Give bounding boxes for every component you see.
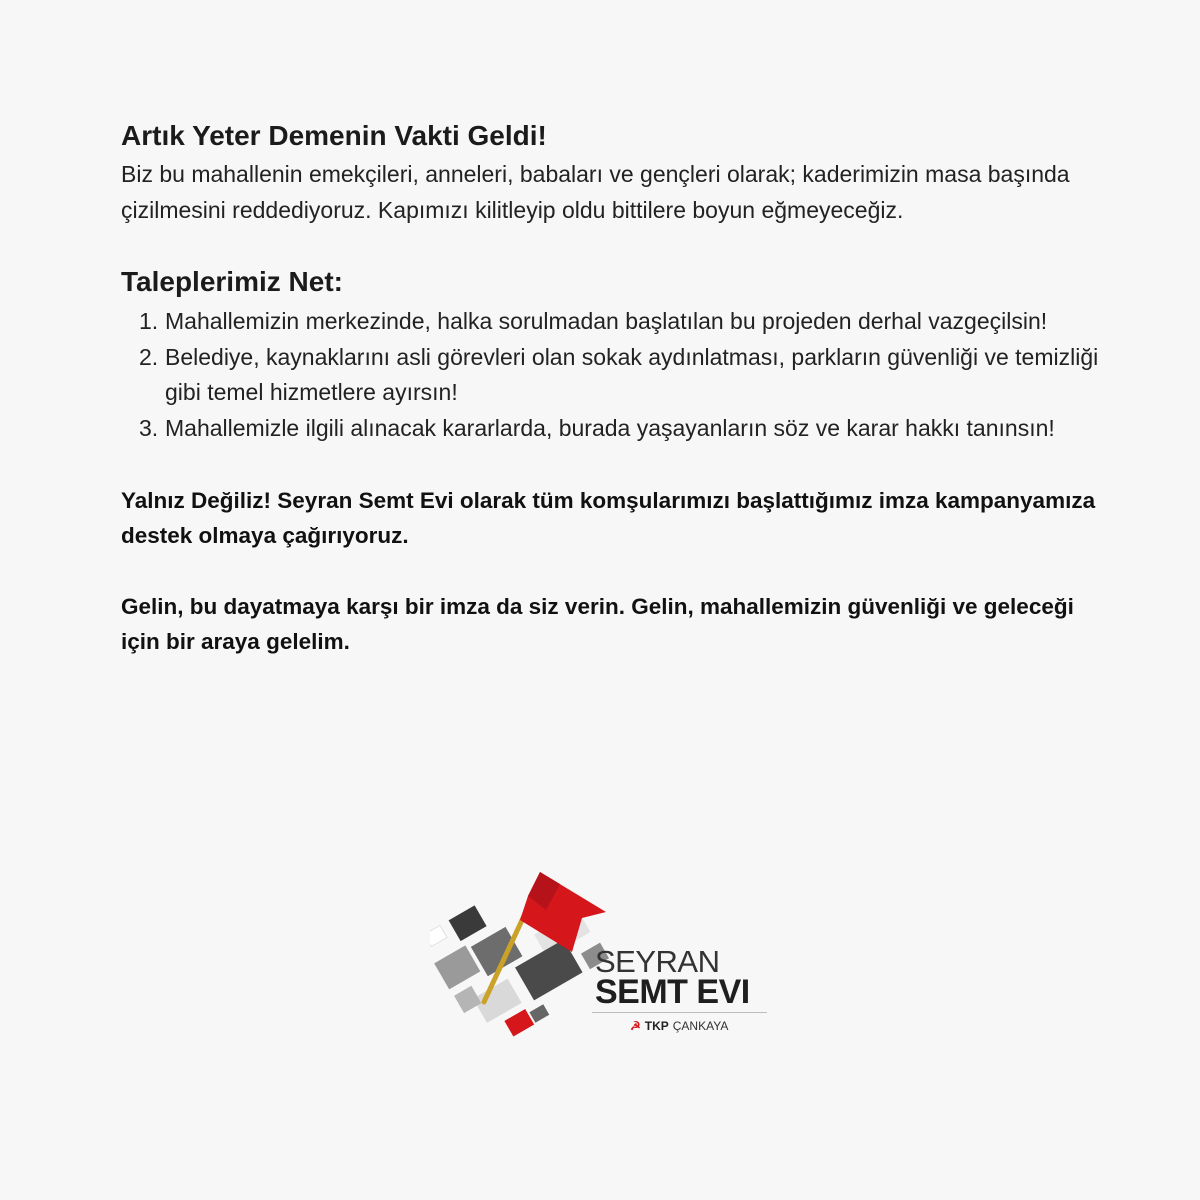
list-item — [121, 304, 1101, 340]
closing-paragraph: Gelin, bu dayatmaya karşı bir imza da siz verin. Gelin, mahallemizin güvenliği ve geleceği için bir araya gelelim. — [121, 594, 1074, 654]
org-name: TKP — [644, 1019, 669, 1033]
demands-heading: Taleplerimiz Net: — [121, 266, 343, 297]
logo-line-seyran: SEYRAN — [595, 944, 720, 979]
poster-content — [121, 116, 1101, 659]
list-item-text: Mahallemizle ilgili alınacak kararlarda, burada yaşayanların söz ve karar hakkı tanınsın! — [165, 414, 1055, 441]
page-title: Artık Yeter Demenin Vakti Geldi! — [121, 120, 547, 151]
district-name: ÇANKAYA — [672, 1019, 729, 1033]
intro-paragraph: Biz bu mahallenin emekçileri, anneleri, babaları ve gençleri olarak; kaderimizin masa başında çizilmesini reddediyoruz. Kapımızı kilitleyip oldu bittilere boyun eğmeyeceğiz. — [121, 161, 1070, 223]
list-item-text: Mahallemizin merkezinde, halka sorulmadan başlatılan bu projeden derhal vazgeçilsin! — [165, 308, 1048, 334]
demands-list — [121, 304, 1101, 446]
list-item — [121, 411, 1101, 447]
list-item-number: 3. — [139, 414, 159, 441]
logo-organization — [630, 1019, 728, 1033]
list-item — [121, 340, 1101, 411]
call-to-action-paragraph: Yalnız Değiliz! Seyran Semt Evi olarak tüm komşularımızı başlattığımız imza kampanyamıza destek olmaya çağırıyoruz. — [121, 488, 1096, 548]
list-item-number: 1. — [139, 308, 159, 334]
logo-line-semt-evi: SEMT EVI — [595, 973, 750, 1011]
hammer-sickle-icon: ☭ — [630, 1019, 641, 1033]
list-item-number: 2. — [139, 343, 159, 370]
seyran-semt-evi-logo — [430, 860, 775, 1040]
logo-divider — [592, 1012, 767, 1013]
list-item-text: Belediye, kaynaklarını asli görevleri olan sokak aydınlatması, parkların güvenliği ve temizliği gibi temel hizmetlere ayırsın! — [165, 343, 1099, 405]
